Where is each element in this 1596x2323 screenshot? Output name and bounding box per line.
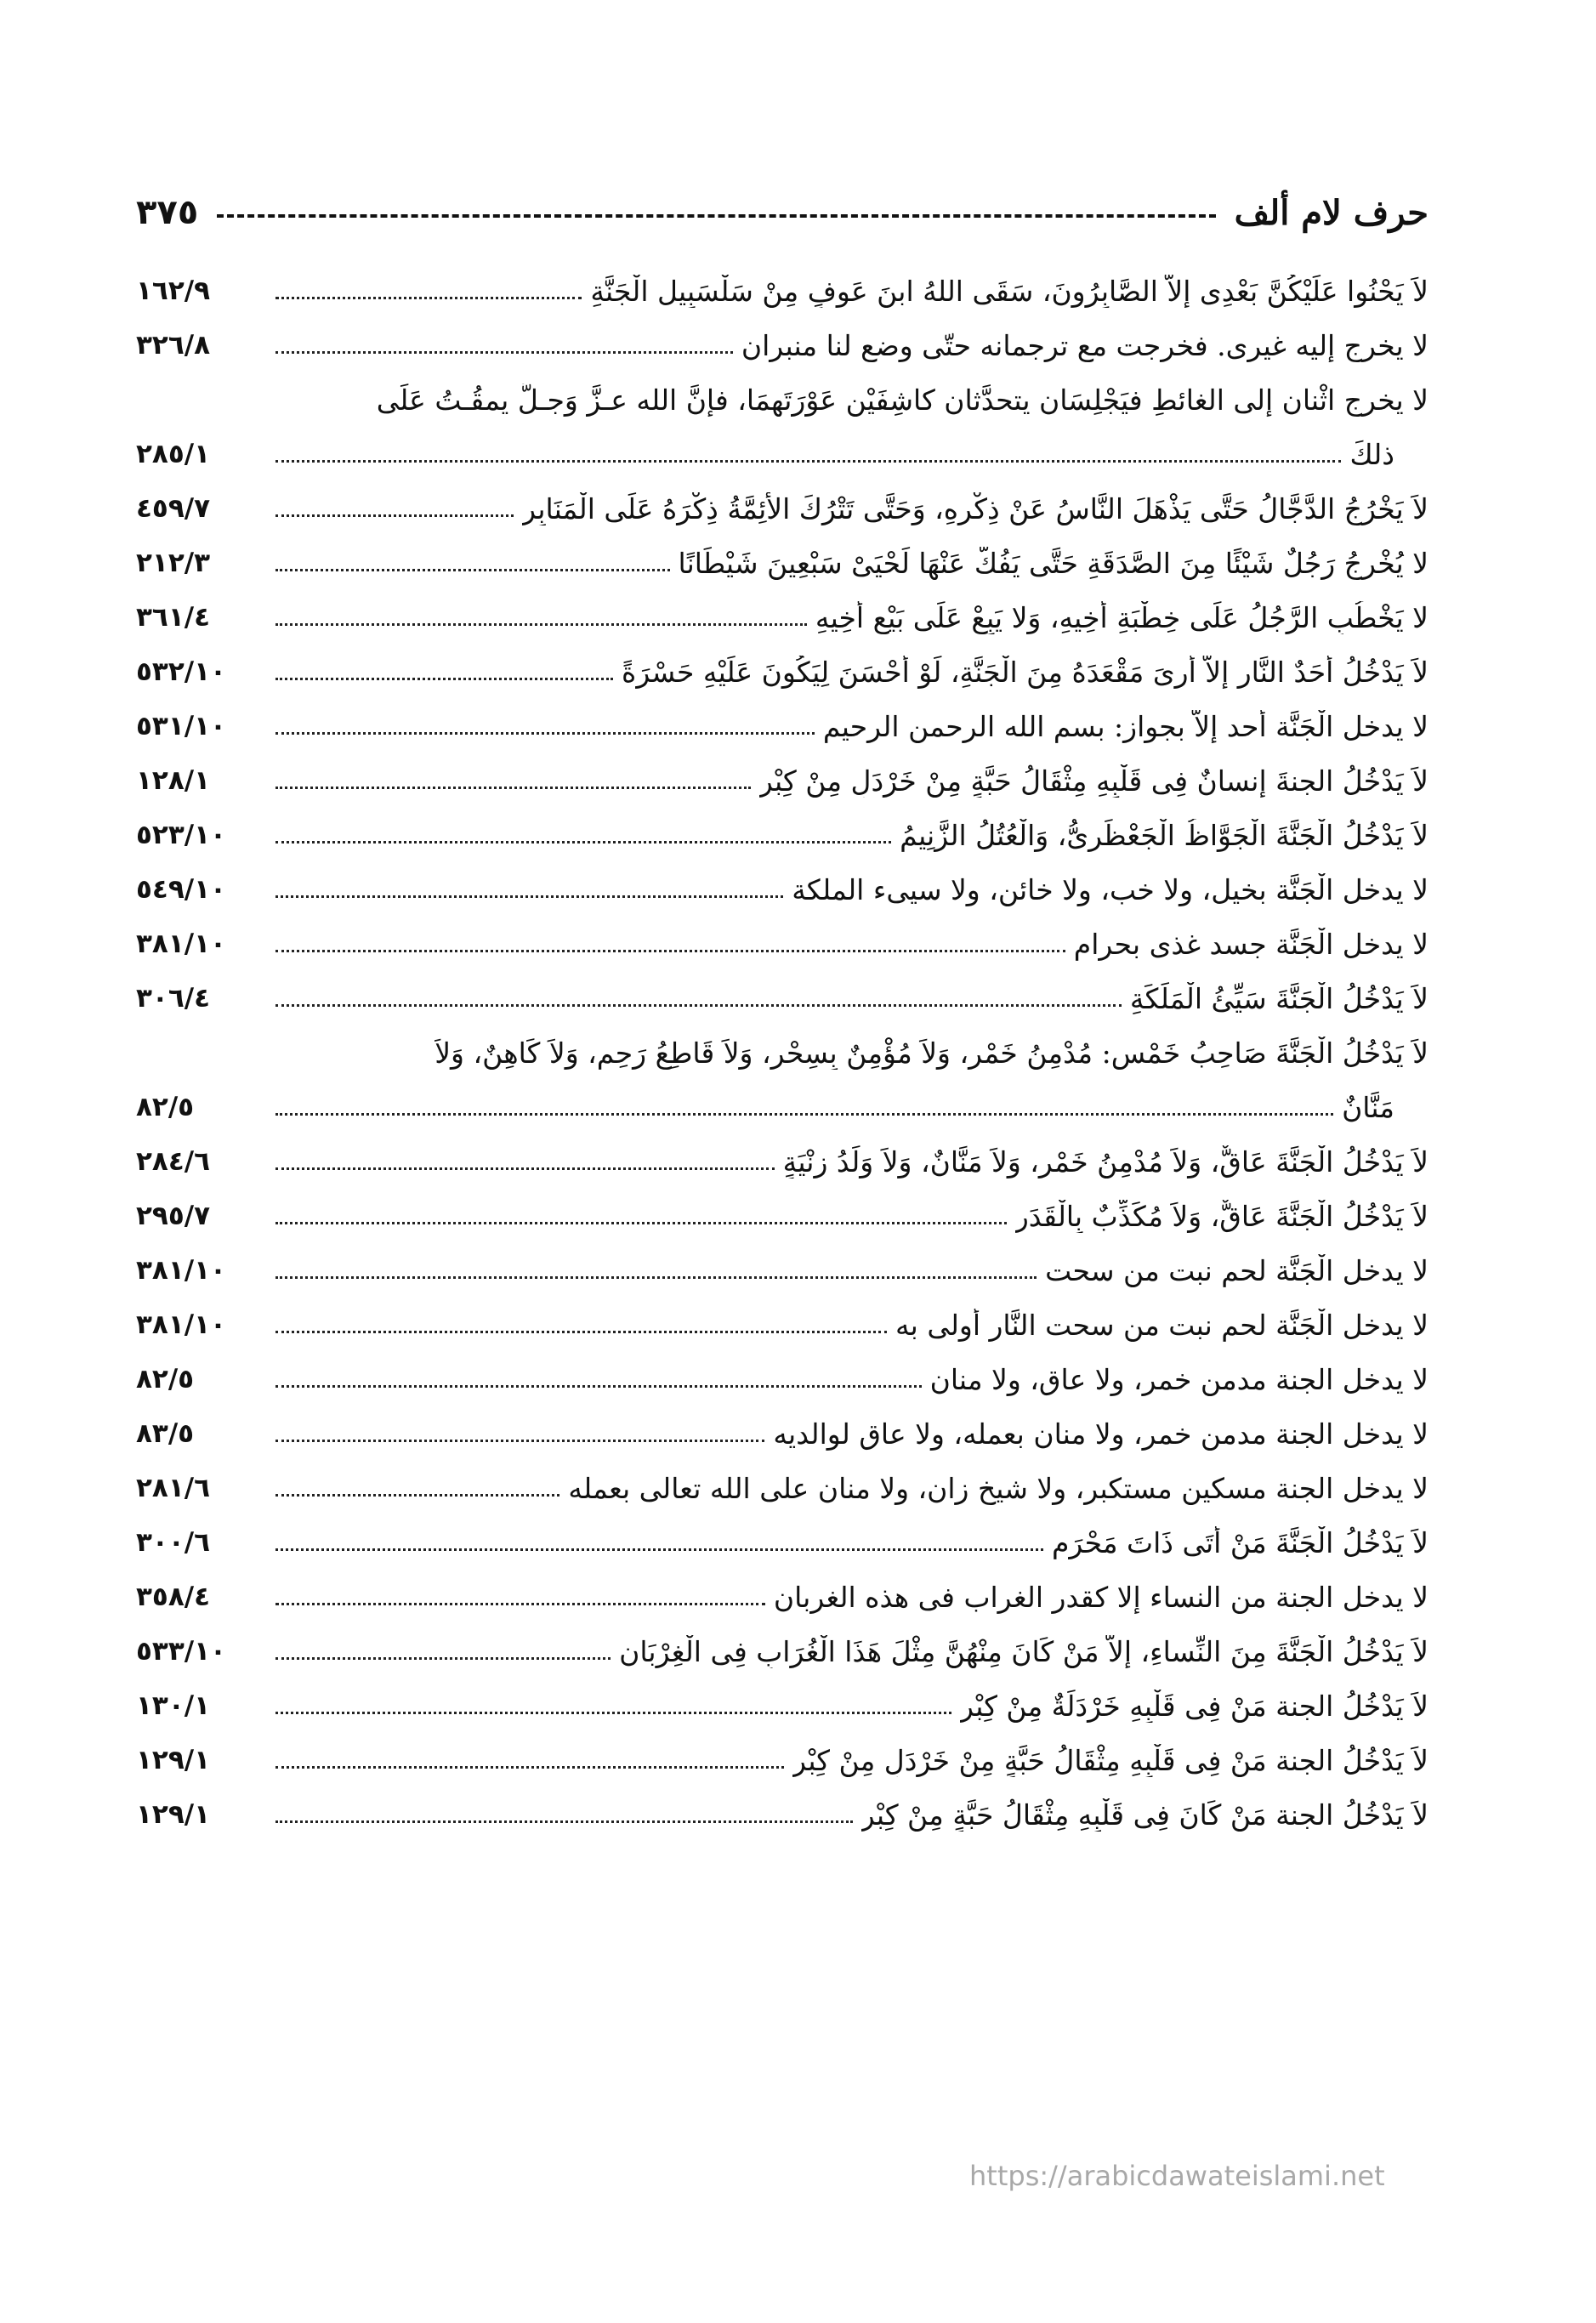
entry-reference: ٢٨١/٦ — [136, 1473, 211, 1503]
page-title: حرف لام ألف — [1234, 192, 1428, 233]
entry-reference: ١٢٩/١ — [136, 1799, 211, 1830]
entry-text: لا يدخل الْجَنَّة لحم نبت من سحت النَّار أولى به — [895, 1308, 1428, 1342]
dot-leader — [275, 351, 733, 354]
entry-text: لاَ يَدْخُلُ الْجَنَّةَ صَاحِبُ خَمْسٍ: مُدْمِنُ خَمْرٍ، وَلاَ مُؤْمِنٌ بِسِحْرٍ، وَلاَ قَاطِعُ رَحِمٍ، وَلاَ كَاهِنٌ، وَلاَ — [434, 1036, 1428, 1070]
index-entry — [136, 1025, 1428, 1134]
header-dash-rule — [217, 214, 1215, 218]
index-entry — [136, 971, 1428, 1025]
entry-reference: ١٢٩/١ — [136, 1745, 211, 1775]
index-entry — [136, 862, 1428, 917]
entry-text-continuation: ذلكَ — [1349, 437, 1394, 471]
entry-reference: ٣٠٦/٤ — [136, 983, 211, 1014]
dot-leader — [275, 950, 1065, 952]
dot-leader — [275, 1766, 784, 1769]
entry-text: لاَ يَدْخُلُ الْجَنَّةَ عَاقٌّ، وَلاَ مُكَذِّبٌ بِالْقَدَرِ — [1014, 1199, 1428, 1233]
dot-leader — [275, 1494, 559, 1497]
entry-text: لاَ يَدْخُلُ الجنة مَنْ فِى قَلْبِهِ مِثْقَالُ حَبَّةٍ مِنْ خَرْدَلٍ مِنْ كِبْرٍ — [792, 1743, 1428, 1777]
dot-leader — [275, 460, 1341, 463]
entry-reference: ٣٨١/١٠ — [136, 929, 226, 959]
dot-leader — [275, 1113, 1333, 1116]
entry-reference: ٣٨١/١٠ — [136, 1309, 226, 1340]
index-entry — [136, 1678, 1428, 1733]
entry-text: لا يدخل الْجَنَّة جسد غذى بحرام — [1073, 927, 1428, 961]
entry-reference: ٢١٢/٣ — [136, 548, 211, 578]
dot-leader — [275, 1440, 764, 1442]
entry-text: لاَ يَدْخُلُ الْجَنَّةَ الْجَوَّاظُ الْجَعْظَرِىُّ، وَالْعُتُلُ الزَّنِيمُ — [900, 818, 1428, 852]
dot-leader — [275, 1385, 922, 1388]
index-entry — [136, 1352, 1428, 1406]
dot-leader — [275, 1548, 1043, 1551]
dot-leader — [275, 297, 582, 299]
index-entry — [136, 753, 1428, 808]
watermark-url: https://arabicdawateislami.net — [969, 2160, 1385, 2192]
entry-reference: ٤٥٩/٧ — [136, 493, 211, 524]
entry-text: لا يدخل الْجَنَّة أحد إلاَّ بجواز: بسم الله الرحمن الرحيم — [822, 709, 1428, 743]
entry-reference: ٥٤٩/١٠ — [136, 874, 226, 905]
entry-text: لاَ يَدْخُلُ الجنةَ إنسانٌ فِى قَلْبِهِ مِثْقَالُ حَبَّةٍ مِنْ خَرْدَلٍ مِنْ كِبْرٍ — [758, 764, 1428, 798]
entry-reference: ١٦٢/٩ — [136, 275, 211, 306]
dot-leader — [275, 1167, 775, 1170]
entry-text: لا يدخل الجنة من النساء إلا كقدر الغراب فى هذه الغربان — [773, 1580, 1428, 1614]
entry-text: لاَ يَحْنُوا عَلَيْكُنَّ بَعْدِى إلاَّ الصَّابِرُونَ، سَقَى اللهُ ابنَ عَوفٍ مِنْ سَلْسَبِيلِ الْجَنَّةِ — [590, 274, 1428, 308]
entry-text: لا يخرج إليه غيرى. فخرجت مع ترجمانه حتّى وضع لنا منبران — [741, 328, 1428, 362]
entry-text: لاَ يَدْخُلُ الْجَنَّةَ عَاقٌّ، وَلاَ مُدْمِنُ خَمْرٍ، وَلاَ مَنَّانٌ، وَلاَ وَلَدُ زِنْيَةٍ — [782, 1144, 1428, 1179]
dot-leader — [275, 895, 783, 898]
entry-reference: ٨٢/٥ — [136, 1364, 195, 1394]
index-entry — [136, 645, 1428, 699]
index-entry — [136, 590, 1428, 645]
entry-reference: ٨٣/٥ — [136, 1418, 195, 1449]
index-entry — [136, 264, 1428, 318]
dot-leader — [275, 732, 815, 735]
entry-reference: ٥٣٣/١٠ — [136, 1636, 226, 1667]
index-entry — [136, 1515, 1428, 1570]
entry-text: لا يدخل الجنة مدمن خمر، ولا منان بعمله، ولا عاق لوالديه — [773, 1417, 1428, 1451]
dot-leader — [275, 787, 751, 789]
entry-reference: ٥٣٢/١٠ — [136, 656, 226, 687]
dot-leader — [275, 1276, 1037, 1279]
dot-leader — [275, 1331, 887, 1333]
index-entry — [136, 1570, 1428, 1624]
index-entry — [136, 1406, 1428, 1461]
entry-reference: ٣٠٠/٦ — [136, 1527, 211, 1558]
entry-text: لاَ يَدْخُلُ الْجَنَّةَ مَنْ أَتَى ذَاتَ مَحْرَمٍ — [1051, 1525, 1428, 1559]
dot-leader — [275, 569, 670, 571]
entry-text: لا يدخل الجنة مدمن خمر، ولا عاق، ولا منان — [929, 1362, 1428, 1396]
entry-text: لا يدخل الجنة مسكين مستكبر، ولا شيخ زان، ولا منان على الله تعالى بعمله — [568, 1471, 1428, 1505]
dot-leader — [275, 678, 613, 680]
entry-text: لاَ يَدْخُلُ أَحَدٌ النَّار إلاَّ أُرِىَ مَقْعَدَهُ مِنَ الْجَنَّةِ، لَوْ أَحْسَنَ لِيَكُونَ عَلَيْهِ حَسْرَةً — [622, 655, 1428, 689]
index-entries — [136, 264, 1428, 1842]
entry-text: لاَ يَدْخُلُ الجنة مَنْ كَانَ فِى قَلْبِهِ مِثْقَالُ حَبَّةٍ مِنْ كِبْرٍ — [860, 1798, 1428, 1832]
entry-reference: ٣٨١/١٠ — [136, 1255, 226, 1286]
entry-reference: ٣٢٦/٨ — [136, 330, 211, 361]
dot-leader — [275, 623, 807, 626]
entry-text: لاَ يَدْخُلُ الجنة مَنْ فِى قَلْبِهِ خَرْدَلَةٌ مِنْ كِبْرٍ — [960, 1689, 1428, 1723]
index-entry — [136, 699, 1428, 753]
dot-leader — [275, 1657, 611, 1660]
entry-reference: ٣٦١/٤ — [136, 602, 211, 633]
entry-text: لاَ يَخْرُجُ الدَّجَّالُ حَتَّى يَذْهَلَ النَّاسُ عَنْ ذِكْرِهِ، وَحَتَّى تَتْرُكَ الأئِمَّةُ ذِكْرَهُ عَلَى الْمَنَابِرِ — [522, 491, 1428, 525]
index-entry — [136, 318, 1428, 372]
index-entry — [136, 536, 1428, 590]
entry-reference: ٣٥٨/٤ — [136, 1582, 211, 1612]
page-number: ٣٧٥ — [136, 193, 199, 232]
entry-reference: ١٢٨/١ — [136, 765, 211, 796]
entry-text: لا يَخْطُبِ الرَّجُلُ عَلَى خِطْبَةِ أَخِيهِ، وَلا يَبِعْ عَلَى بَيْعِ أَخِيهِ — [815, 600, 1428, 634]
dot-leader — [275, 1222, 1007, 1224]
index-page — [136, 179, 1428, 2262]
index-entry — [136, 1461, 1428, 1515]
entry-reference: ٥٣١/١٠ — [136, 711, 226, 741]
index-entry — [136, 808, 1428, 862]
entry-text: لا يخرج اثْنان إلى الغائطِ فيَجْلِسَان يتحدَّثان كاشِفَيْن عَوْرَتَهمَا، فإنَّ الله عـزَّ وَجـلَّ يمقُـتُ عَلَى — [376, 383, 1428, 417]
index-entry — [136, 1243, 1428, 1298]
entry-text: لا يُخْرِجُ رَجُلٌ شَيْئًا مِنَ الصَّدَقَةِ حَتَّى يَفُكَّ عَنْهَا لَحْيَىْ سَبْعِينَ شَيْطَانًا — [678, 546, 1428, 580]
index-entry — [136, 481, 1428, 536]
entry-text: لا يدخل الْجَنَّة بخيل، ولا خب، ولا خائن، ولا سيىء الملكة — [792, 872, 1428, 906]
index-entry — [136, 372, 1428, 481]
entry-reference: ٢٨٤/٦ — [136, 1146, 211, 1177]
index-entry — [136, 917, 1428, 971]
index-entry — [136, 1733, 1428, 1787]
index-entry — [136, 1134, 1428, 1189]
dot-leader — [275, 1603, 765, 1605]
index-entry — [136, 1787, 1428, 1842]
dot-leader — [275, 514, 514, 517]
dot-leader — [275, 1712, 951, 1714]
entry-text: لاَ يَدْخُلُ الْجَنَّةَ سَيِّئُ الْمَلَكَةِ — [1129, 981, 1428, 1015]
entry-text: لا يدخل الْجَنَّة لحم نبت من سحت — [1045, 1253, 1428, 1287]
entry-reference: ١٣٠/١ — [136, 1690, 211, 1721]
dot-leader — [275, 841, 891, 843]
entry-text: لاَ يَدْخُلُ الْجَنَّةَ مِنَ النِّساءِ، إلاَّ مَنْ كَانَ مِنْهُنَّ مِثْلَ هَذَا الْغُرَابِ فِى الْغِرْبَانِ — [619, 1634, 1428, 1668]
entry-text-continuation: مَنَّانٌ — [1342, 1090, 1394, 1124]
page-header — [136, 179, 1428, 247]
index-entry — [136, 1298, 1428, 1352]
entry-reference: ٢٨٥/١ — [136, 439, 211, 469]
index-entry — [136, 1189, 1428, 1243]
dot-leader — [275, 1820, 853, 1823]
entry-reference: ٨٢/٥ — [136, 1092, 195, 1122]
dot-leader — [275, 1004, 1122, 1007]
entry-reference: ٢٩٥/٧ — [136, 1201, 211, 1231]
entry-reference: ٥٢٣/١٠ — [136, 820, 226, 850]
index-entry — [136, 1624, 1428, 1678]
